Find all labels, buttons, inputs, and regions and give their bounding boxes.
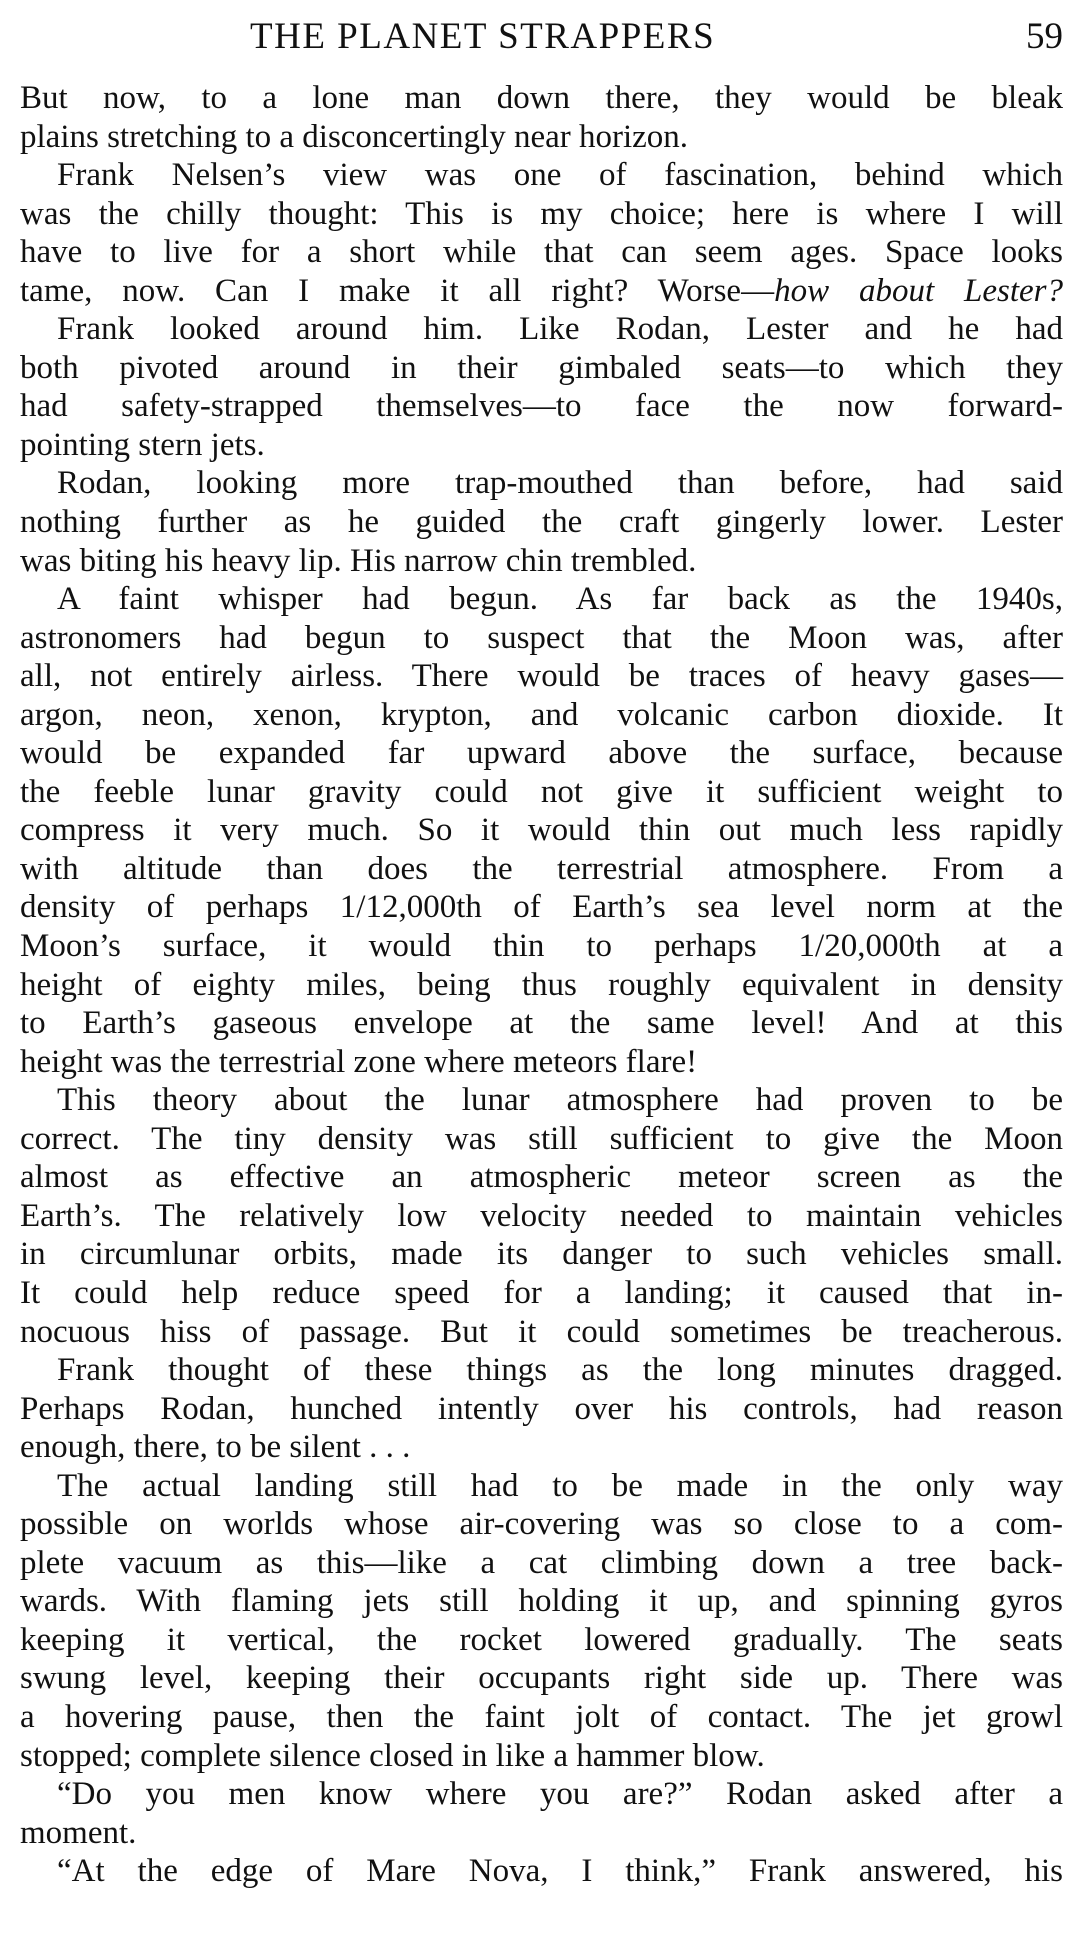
text-line: [20, 1235, 1063, 1274]
text-line: [20, 272, 1063, 311]
text-line: [20, 1775, 1063, 1814]
text-line: [20, 696, 1063, 735]
text-line-content: with altitude than does the terrestrial atmosphere. From a: [20, 850, 1063, 887]
text-line-content: height was the terrestrial zone where meteors flare!: [20, 1043, 698, 1080]
text-line-content: tame, now. Can I make it all right? Worse—: [20, 272, 775, 309]
text-line-content: Frank thought of these things as the long minutes dragged.: [57, 1352, 1063, 1389]
text-line: [20, 1737, 1063, 1776]
text-line: [20, 79, 1063, 118]
text-line: [20, 1274, 1063, 1313]
text-line-content: stopped; complete silence closed in like a hammer blow.: [20, 1737, 765, 1774]
text-line-content: compress it very much. So it would thin out much less rapidly: [20, 812, 1063, 849]
text-line: [20, 387, 1063, 426]
text-line-content: Perhaps Rodan, hunched intently over his controls, had reason: [20, 1390, 1063, 1427]
text-line-content: was biting his heavy lip. His narrow chin trembled.: [20, 542, 697, 579]
text-line: [20, 1390, 1063, 1429]
text-line: [20, 1120, 1063, 1159]
text-line: [20, 1197, 1063, 1236]
text-line: [20, 233, 1063, 272]
text-line-content: Rodan, looking more trap-mouthed than before, had said: [57, 465, 1063, 502]
text-line: [20, 310, 1063, 349]
text-line: [20, 1351, 1063, 1390]
text-line-content: was the chilly thought: This is my choice; here is where I will: [20, 195, 1063, 232]
text-line: [20, 464, 1063, 503]
text-line: [20, 1004, 1063, 1043]
text-line: [20, 657, 1063, 696]
text-line: [20, 195, 1063, 234]
text-line-content: correct. The tiny density was still sufficient to give the Moon: [20, 1120, 1063, 1157]
text-line: [20, 1659, 1063, 1698]
text-line: [20, 118, 1063, 157]
text-line: [20, 1544, 1063, 1583]
text-line-content: plete vacuum as this—like a cat climbing down a tree back-: [20, 1544, 1063, 1581]
text-line: [20, 850, 1063, 889]
text-line-content: the feeble lunar gravity could not give it sufficient weight to: [20, 773, 1063, 810]
page-number: 59: [1026, 16, 1063, 57]
text-line-content: nothing further as he guided the craft gingerly lower. Lester: [20, 504, 1063, 541]
text-line-content: nocuous hiss of passage. But it could sometimes be treacherous.: [20, 1313, 1063, 1350]
text-line-content: astronomers had begun to suspect that the Moon was, after: [20, 619, 1063, 656]
text-line: [20, 1698, 1063, 1737]
text-line-content: plains stretching to a disconcertingly near horizon.: [20, 118, 689, 155]
text-line: [20, 580, 1063, 619]
text-line-content: But now, to a lone man down there, they would be bleak: [20, 80, 1063, 116]
text-line-content: swung level, keeping their occupants right side up. There was: [20, 1660, 1063, 1697]
text-line-content: Moon’s surface, it would thin to perhaps 1/20,000th at a: [20, 928, 1063, 965]
text-line: [20, 1582, 1063, 1621]
body-text: [20, 79, 1063, 1891]
text-line: [20, 1313, 1063, 1352]
text-line-content: both pivoted around in their gimbaled seats—to which they: [20, 349, 1063, 386]
text-line-content: This theory about the lunar atmosphere had proven to be: [57, 1082, 1063, 1119]
text-line: [20, 773, 1063, 812]
book-page: [20, 0, 1063, 1948]
text-line-content: wards. With flaming jets still holding it up, and spinning gyros: [20, 1583, 1063, 1620]
text-line-content: “At the edge of Mare Nova, I think,” Frank answered, his: [57, 1853, 1063, 1890]
running-title: THE PLANET STRAPPERS: [250, 16, 716, 57]
text-line-content: Frank Nelsen’s view was one of fascination, behind which: [57, 157, 1063, 194]
text-line: [20, 426, 1063, 465]
text-line-content: had safety-strapped themselves—to face the now forward-: [20, 388, 1063, 425]
italic-text: how about Lester?: [774, 272, 1063, 309]
text-line: [20, 1043, 1063, 1082]
text-line-content: enough, there, to be silent . . .: [20, 1429, 411, 1466]
text-line-content: “Do you men know where you are?” Rodan asked after a: [57, 1776, 1063, 1813]
text-line-content: It could help reduce speed for a landing; it caused that in-: [20, 1274, 1063, 1311]
page-header: [20, 12, 1063, 62]
text-line: [20, 1852, 1063, 1891]
text-line-content: The actual landing still had to be made in the only way: [57, 1467, 1063, 1504]
text-line-content: a hovering pause, then the faint jolt of contact. The jet growl: [20, 1698, 1063, 1735]
text-line: [20, 1621, 1063, 1660]
text-line: [20, 1467, 1063, 1506]
text-line: [20, 1814, 1063, 1853]
text-line: [20, 542, 1063, 581]
text-line-content: Frank looked around him. Like Rodan, Lester and he had: [57, 311, 1063, 348]
text-line: [20, 1505, 1063, 1544]
text-line-content: in circumlunar orbits, made its danger to such vehicles small.: [20, 1236, 1063, 1273]
text-line-content: have to live for a short while that can seem ages. Space looks: [20, 234, 1063, 271]
text-line: [20, 349, 1063, 388]
text-line-content: almost as effective an atmospheric meteor screen as the: [20, 1159, 1063, 1196]
text-line: [20, 966, 1063, 1005]
text-line: [20, 927, 1063, 966]
text-line-content: pointing stern jets.: [20, 426, 265, 463]
text-line-content: all, not entirely airless. There would be traces of heavy gases—: [20, 658, 1063, 695]
text-line: [20, 503, 1063, 542]
text-line: [20, 1081, 1063, 1120]
text-line: [20, 1428, 1063, 1467]
text-line: [20, 156, 1063, 195]
text-line-content: to Earth’s gaseous envelope at the same level! And at this: [20, 1005, 1063, 1042]
text-line-content: keeping it vertical, the rocket lowered gradually. The seats: [20, 1621, 1063, 1658]
text-line-content: argon, neon, xenon, krypton, and volcanic carbon dioxide. It: [20, 696, 1063, 733]
text-line: [20, 1158, 1063, 1197]
text-line-content: Earth’s. The relatively low velocity needed to maintain vehicles: [20, 1197, 1063, 1234]
text-line-content: density of perhaps 1/12,000th of Earth’s sea level norm at the: [20, 889, 1063, 926]
text-line-content: moment.: [20, 1814, 137, 1851]
text-line: [20, 619, 1063, 658]
text-line: [20, 811, 1063, 850]
text-line-content: A faint whisper had begun. As far back as the 1940s,: [57, 581, 1063, 618]
text-line-content: possible on worlds whose air-covering was so close to a com-: [20, 1506, 1063, 1543]
text-line: [20, 888, 1063, 927]
text-line: [20, 734, 1063, 773]
text-line-content: would be expanded far upward above the surface, because: [20, 735, 1063, 772]
text-line-content: height of eighty miles, being thus roughly equivalent in density: [20, 966, 1063, 1003]
